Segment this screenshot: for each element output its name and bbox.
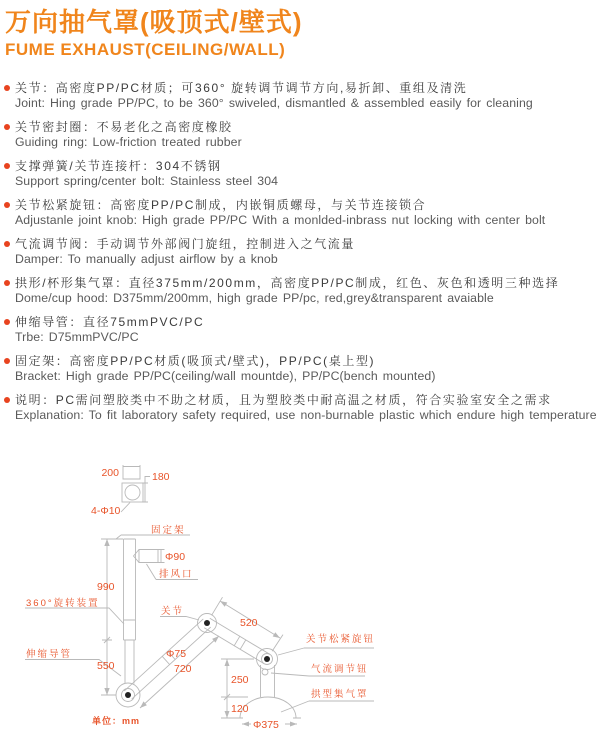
right-joint-pin [264,656,270,662]
spec-text-zh: 关节密封圈：不易老化之高密度橡胶 [15,120,233,134]
spec-text-zh: 固定架：高密度PP/PC材质(吸顶式/壁式)，PP/PC(桌上型) [15,354,376,368]
spec-item [4,392,600,423]
bullet-icon [4,358,10,364]
spec-text-en: Guiding ring: Low-friction treated rubber [15,135,242,149]
spec-text-en: Support spring/center bolt: Stainless steel 304 [15,174,279,188]
dim-arm2-length: 520 [240,617,258,629]
bullet-icon [4,124,10,130]
spec-text-zh: 关节：高密度PP/PC材质；可360° 旋转调节调节方向,易折卸、重组及清洗 [15,81,468,95]
spec-text-en: Dome/cup hood: D375mm/200mm, high grade PP/pc, red,grey&transparent avaiable [15,291,494,305]
exhaust-outlet-drawing [134,550,159,563]
header [0,0,600,60]
telescopic-tube-drawing [124,539,136,684]
upper-joint-pin [204,620,210,626]
label-telescopic-tube: 伸缩导管 [26,649,73,660]
spec-item [4,197,600,228]
bullet-icon [4,280,10,286]
bullet-icon [4,85,10,91]
bullet-icon [4,397,10,403]
dim-arm1-length: 720 [174,663,192,675]
bullet-icon [4,241,10,247]
spec-list [0,80,600,423]
dim-dome-diameter: Φ375 [253,719,279,731]
dim-dome-height: 120 [231,703,249,715]
label-rotator: 360°旋转装置 [26,598,100,609]
spec-item [4,119,600,150]
spec-item [4,314,600,345]
bullet-icon [4,163,10,169]
spec-text-en: Explanation: To fit laboratory safety required, use non-burnable plastic which endure high temperature [15,408,597,422]
label-exhaust-outlet: 排风口 [159,569,194,580]
unit-note: 单位：mm [92,716,141,726]
page-title-zh: 万向抽气罩(吸顶式/壁式) [5,7,303,37]
bullet-icon [4,202,10,208]
label-joint: 关节 [161,606,185,617]
spec-text-en: Trbe: D75mmPVC/PC [15,330,139,344]
spec-text-zh: 拱形/杯形集气罩：直径375mm/200mm，高密度PP/PC制成，红色、灰色和透明三种选择 [15,276,560,290]
label-airflow-knob: 气流调节钮 [311,664,369,675]
spec-item [4,275,600,306]
spec-text-en: Bracket: High grade PP/PC(ceiling/wall mountde), PP/PC(bench mounted) [15,369,436,383]
dim-arm-diameter: Φ75 [166,648,187,660]
bracket-profile-drawing [123,465,140,479]
label-joint-knob: 关节松紧旋钮 [306,634,376,645]
label-dome-hood: 拱型集气罩 [311,689,369,700]
spec-text-zh: 说明：PC需问塑胶类中不助之材质，且为塑胶类中耐高温之材质，符合实验室安全之需求 [15,393,552,407]
dim-mounting-holes: 4-Φ10 [91,505,121,517]
spec-item [4,353,600,384]
lower-joint-pin [125,692,131,698]
dim-upper-length: 990 [97,581,115,593]
spec-text-en: Joint: Hing grade PP/PC, to be 360° swiveled, dismantled & assembled easily for cleaning [15,96,533,110]
drawing-linework [25,465,374,724]
dim-plate-height: 180 [152,471,170,483]
damper-knob-drawing [262,669,268,675]
dim-lower-length: 550 [97,660,115,672]
spec-text-en: Damper: To manually adjust airflow by a knob [15,252,278,266]
dim-neck-length: 250 [231,674,249,686]
spec-text-en: Adjustanle joint knob: High grade PP/PC With a monlded-inbrass nut locking with center bolt [15,213,546,227]
dim-plate-width: 200 [101,467,119,479]
spec-text-zh: 支撑弹簧/关节连接杆：304不锈钢 [15,159,222,173]
spec-text-zh: 关节松紧旋钮：高密度PP/PC制成，内嵌铜质螺母，与关节连接锁合 [15,198,427,212]
technical-diagram [0,450,600,737]
spec-text-zh: 伸缩导管：直径75mmPVC/PC [15,315,205,329]
spec-item [4,158,600,189]
bullet-icon [4,319,10,325]
spec-item [4,236,600,267]
dim-outlet-diameter: Φ90 [165,551,186,563]
label-bracket: 固定架 [151,525,186,536]
mounting-hole-drawing [125,485,140,500]
spec-text-zh: 气流调节阀：手动调节外部阀门旋纽，控制进入之气流量 [15,237,356,251]
page-title-en: FUME EXHAUST(CEILING/WALL) [5,40,286,59]
spec-item [4,80,600,111]
